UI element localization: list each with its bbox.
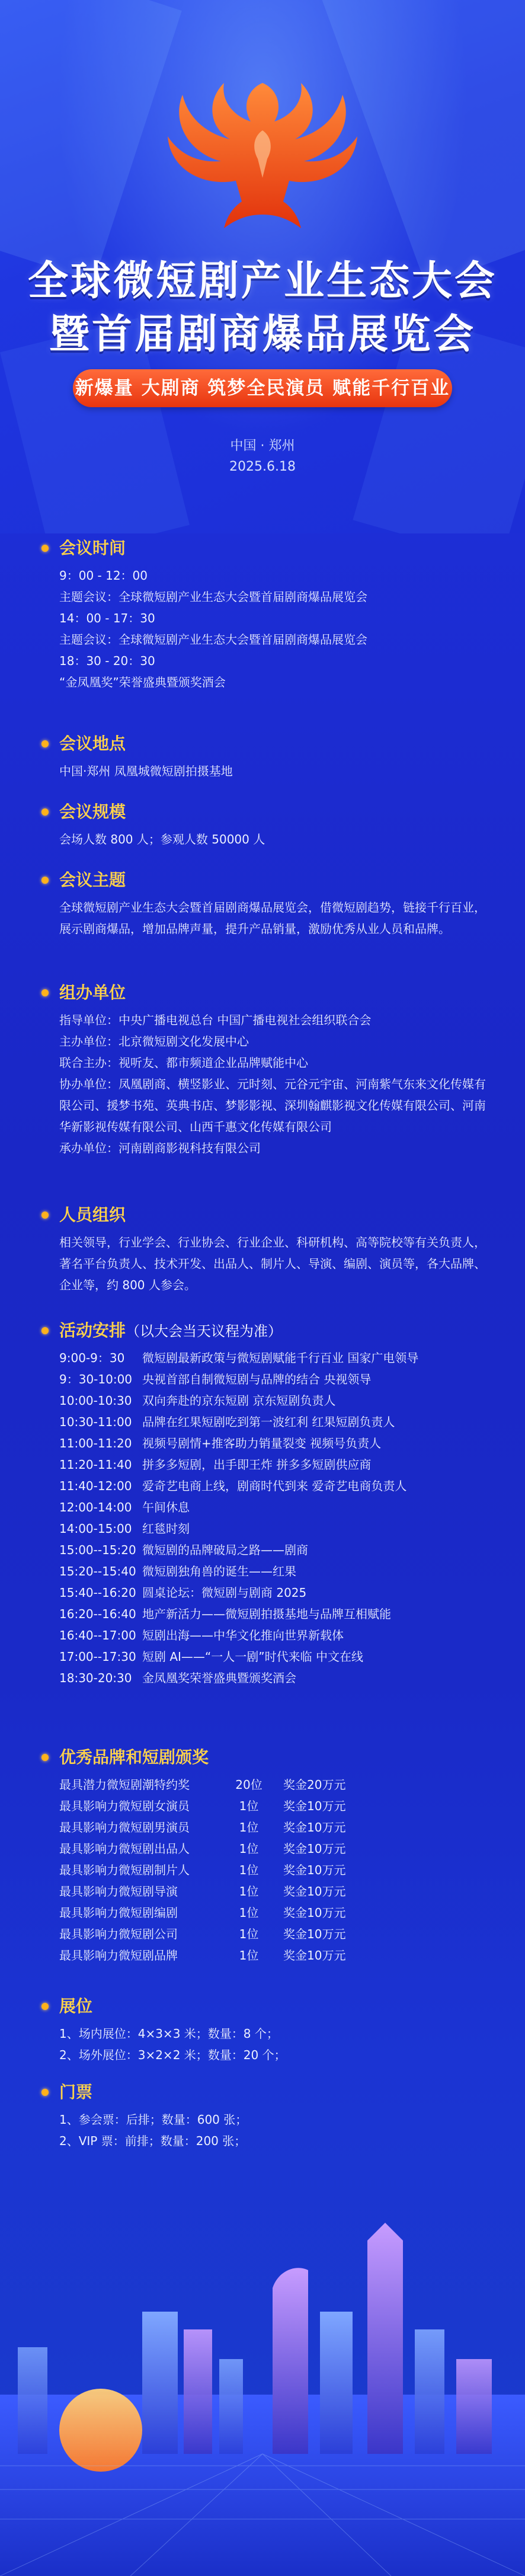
- bullet-icon: [41, 2003, 49, 2010]
- section-title: 会议时间: [59, 538, 126, 558]
- main-title-line1: 全球微短剧产业生态大会: [27, 258, 497, 305]
- event-place: 中国 · 郑州: [230, 439, 295, 453]
- agenda-time: 15:20--15:40: [59, 1564, 136, 1578]
- award-row: [59, 1838, 492, 1859]
- award-prize: 奖金10万元: [283, 1863, 346, 1877]
- agenda-row: [59, 1539, 492, 1561]
- section-title: 组办单位: [59, 983, 126, 1002]
- agenda-time: 16:40--17:00: [59, 1628, 136, 1642]
- section-time: [41, 536, 492, 693]
- award-name: 最具影响力微短剧品牌: [59, 1948, 178, 1963]
- agenda-row: [59, 1475, 492, 1497]
- agenda-desc: 午间休息: [142, 1500, 190, 1514]
- bullet-icon: [41, 740, 49, 747]
- agenda-time: 11:20-11:40: [59, 1458, 132, 1472]
- agenda-desc: 央视首部自制微短剧与品牌的结合 央视领导: [142, 1372, 372, 1386]
- main-title-line2: 暨首届剧商爆品展览会: [49, 311, 476, 358]
- agenda-row: [59, 1561, 492, 1582]
- section-title: 会议地点: [59, 734, 126, 753]
- agenda-desc: 品牌在红果短剧吃到第一波红利 红果短剧负责人: [142, 1415, 395, 1429]
- event-date: 2025.6.18: [229, 459, 296, 474]
- award-row: [59, 1923, 492, 1945]
- award-prize: 奖金10万元: [283, 1948, 346, 1963]
- organizer-line: 联合主办：视听友、都市频道企业品牌赋能中心: [59, 1056, 308, 1070]
- bullet-icon: [41, 545, 49, 552]
- agenda-desc: 爱奇艺电商上线，剧商时代到来 爱奇艺电商负责人: [142, 1479, 407, 1493]
- agenda-row: [59, 1603, 492, 1625]
- time-line: 14：00 - 17：30: [59, 611, 155, 625]
- agenda-desc: 拼多多短剧，出手即王炸 拼多多短剧供应商: [142, 1458, 372, 1472]
- section-title: 活动安排（以大会当天议程为准）: [59, 1321, 283, 1340]
- section-location: [41, 732, 492, 782]
- section-scale: [41, 800, 492, 850]
- city-skyline-illustration: [0, 2134, 525, 2576]
- agenda-row: [59, 1497, 492, 1518]
- agenda-row: [59, 1347, 492, 1369]
- agenda-desc: 金凤凰奖荣誉盛典暨颁奖酒会: [142, 1671, 296, 1685]
- agenda-desc: 微短剧独角兽的诞生——红果: [142, 1564, 296, 1578]
- background-shard: [0, 0, 182, 282]
- booth-line: 2、场外展位：3×2×2 米；数量：20 个；: [59, 2048, 286, 2062]
- agenda-time: 18:30-20:30: [59, 1671, 132, 1685]
- agenda-time: 15:00--15:20: [59, 1543, 136, 1557]
- agenda-row: [59, 1454, 492, 1475]
- award-row: [59, 1881, 492, 1902]
- award-row: [59, 1817, 492, 1838]
- award-prize: 奖金10万元: [283, 1884, 346, 1899]
- award-row: [59, 1945, 492, 1966]
- award-prize: 奖金20万元: [283, 1778, 346, 1792]
- section-awards: [41, 1746, 492, 1966]
- agenda-time: 11:00-11:20: [59, 1436, 132, 1450]
- award-name: 最具影响力微短剧女演员: [59, 1799, 190, 1813]
- agenda-row: [59, 1390, 492, 1411]
- section-organizers: [41, 981, 492, 1159]
- bullet-icon: [41, 1212, 49, 1219]
- award-row: [59, 1902, 492, 1923]
- agenda-time: 14:00-15:00: [59, 1522, 132, 1536]
- organizer-line: 协办单位：凤凰剧商、横竖影业、元时刻、元谷元宇宙、河南紫气东来文化传媒有限公司、援梦书苑、英典书店、梦影影视、深圳翰麒影视文化传媒有限公司、河南华新影视传媒有限公司、山西千惠文化传媒有限公司: [59, 1077, 486, 1134]
- agenda-subtitle: （以大会当天议程为准）: [126, 1323, 283, 1340]
- agenda-desc: 圆桌论坛：微短剧与剧商 2025: [142, 1586, 307, 1600]
- award-row: [59, 1774, 492, 1795]
- agenda-desc: 短剧出海——中华文化推向世界新载体: [142, 1628, 344, 1642]
- agenda-row: [59, 1667, 492, 1689]
- ticket-line: 1、参会票：后排；数量：600 张；: [59, 2112, 248, 2127]
- award-name: 最具影响力微短剧制片人: [59, 1863, 190, 1877]
- agenda-time: 10:00-10:30: [59, 1394, 132, 1408]
- award-row: [59, 1795, 492, 1817]
- award-prize: 奖金10万元: [283, 1906, 346, 1920]
- hero-banner: [0, 0, 525, 533]
- award-prize: 奖金10万元: [283, 1927, 346, 1941]
- bullet-icon: [41, 877, 49, 884]
- organizer-line: 指导单位：中央广播电视总台 中国广播电视社会组织联合会: [59, 1013, 372, 1027]
- theme-text: 全球微短剧产业生态大会暨首届剧商爆品展览会，借微短剧趋势，链接千行百业，展示剧商爆品，增加品牌声量，提升产品销量，激励优秀从业人员和品牌。: [59, 900, 486, 936]
- agenda-time: 15:40--16:20: [59, 1586, 136, 1600]
- award-prize: 奖金10万元: [283, 1820, 346, 1834]
- award-count: 1位: [239, 1863, 259, 1877]
- award-count: 1位: [239, 1820, 259, 1834]
- organizer-line: 主办单位：北京微短剧文化发展中心: [59, 1034, 249, 1049]
- bullet-icon: [41, 2089, 49, 2096]
- agenda-desc: 视频号剧情+推客助力销量裂变 视频号负责人: [142, 1436, 382, 1450]
- ticket-line: 2、VIP 票：前排；数量：200 张；: [59, 2134, 247, 2148]
- award-name: 最具影响力微短剧公司: [59, 1927, 178, 1941]
- award-name: 最具影响力微短剧导演: [59, 1884, 178, 1899]
- award-name: 最具影响力微短剧出品人: [59, 1842, 190, 1856]
- agenda-row: [59, 1369, 492, 1390]
- bullet-icon: [41, 1754, 49, 1761]
- award-row: [59, 1859, 492, 1881]
- section-booth: [41, 1995, 492, 2066]
- agenda-row: [59, 1582, 492, 1603]
- people-text: 相关领导，行业学会、行业协会、行业企业、科研机构、高等院校等有关负责人，著名平台负责人、技术开发、出品人、制片人、导演、编剧、演员等，各大品牌、企业等，约 800 人参会。: [59, 1235, 486, 1292]
- bullet-icon: [41, 1327, 49, 1334]
- agenda-desc: 红毯时刻: [142, 1522, 190, 1536]
- award-name: 最具影响力微短剧男演员: [59, 1820, 190, 1834]
- award-count: 1位: [239, 1799, 259, 1813]
- agenda-desc: 地产新活力——微短剧拍摄基地与品牌互相赋能: [142, 1607, 391, 1621]
- time-line: 18：30 - 20：30: [59, 654, 155, 668]
- award-name: 最具潜力微短剧潮特约奖: [59, 1778, 190, 1792]
- section-title: 会议主题: [59, 870, 126, 890]
- bullet-icon: [41, 808, 49, 816]
- section-theme: [41, 868, 492, 939]
- agenda-time: 16:20--16:40: [59, 1607, 136, 1621]
- location-text: 中国·郑州 凤凰城微短剧拍摄基地: [59, 764, 233, 778]
- agenda-desc: 微短剧的品牌破局之路——剧商: [142, 1543, 308, 1557]
- time-line: 主题会议：全球微短剧产业生态大会暨首届剧商爆品展览会: [59, 632, 367, 647]
- award-count: 1位: [239, 1884, 259, 1899]
- organizer-line: 承办单位：河南剧商影视科技有限公司: [59, 1141, 261, 1155]
- bullet-icon: [41, 989, 49, 996]
- agenda-desc: 短剧 AI——“一人一剧”时代来临 中文在线: [142, 1650, 364, 1664]
- award-name: 最具影响力微短剧编剧: [59, 1906, 178, 1920]
- section-people: [41, 1203, 492, 1296]
- agenda-row: [59, 1411, 492, 1433]
- section-title: 展位: [59, 1996, 93, 2016]
- scale-text: 会场人数 800 人；参观人数 50000 人: [59, 832, 265, 846]
- time-line: 主题会议：全球微短剧产业生态大会暨首届剧商爆品展览会: [59, 590, 367, 604]
- phoenix-logo-icon: [156, 59, 369, 237]
- section-title: 优秀品牌和短剧颁奖: [59, 1747, 209, 1767]
- agenda-time: 9：30-10:00: [59, 1372, 133, 1386]
- agenda-desc: 微短剧最新政策与微短剧赋能千行百业 国家广电领导: [142, 1351, 419, 1365]
- agenda-row: [59, 1518, 492, 1539]
- agenda-row: [59, 1646, 492, 1667]
- award-count: 1位: [239, 1906, 259, 1920]
- agenda-row: [59, 1625, 492, 1646]
- agenda-time: 12:00-14:00: [59, 1500, 132, 1514]
- section-title: 门票: [59, 2082, 93, 2102]
- award-prize: 奖金10万元: [283, 1842, 346, 1856]
- slogan-banner: 新爆量 大剧商 筑梦全民演员 赋能千行百业: [73, 369, 452, 407]
- section-title: 会议规模: [59, 802, 126, 822]
- section-agenda: [41, 1319, 492, 1689]
- agenda-desc: 双向奔赴的京东短剧 京东短剧负责人: [142, 1394, 336, 1408]
- award-count: 1位: [239, 1842, 259, 1856]
- agenda-time: 17:00--17:30: [59, 1650, 136, 1664]
- booth-line: 1、场内展位：4×3×3 米；数量：8 个；: [59, 2027, 278, 2041]
- agenda-time: 11:40-12:00: [59, 1479, 132, 1493]
- agenda-time: 10:30-11:00: [59, 1415, 132, 1429]
- time-line: “金凤凰奖”荣誉盛典暨颁奖酒会: [59, 675, 226, 689]
- award-count: 1位: [239, 1927, 259, 1941]
- section-title: 人员组织: [59, 1205, 126, 1225]
- award-count: 20位: [235, 1778, 262, 1792]
- time-line: 9：00 - 12：00: [59, 568, 148, 583]
- award-count: 1位: [239, 1948, 259, 1963]
- agenda-row: [59, 1433, 492, 1454]
- agenda-time: 9:00-9：30: [59, 1351, 125, 1365]
- award-prize: 奖金10万元: [283, 1799, 346, 1813]
